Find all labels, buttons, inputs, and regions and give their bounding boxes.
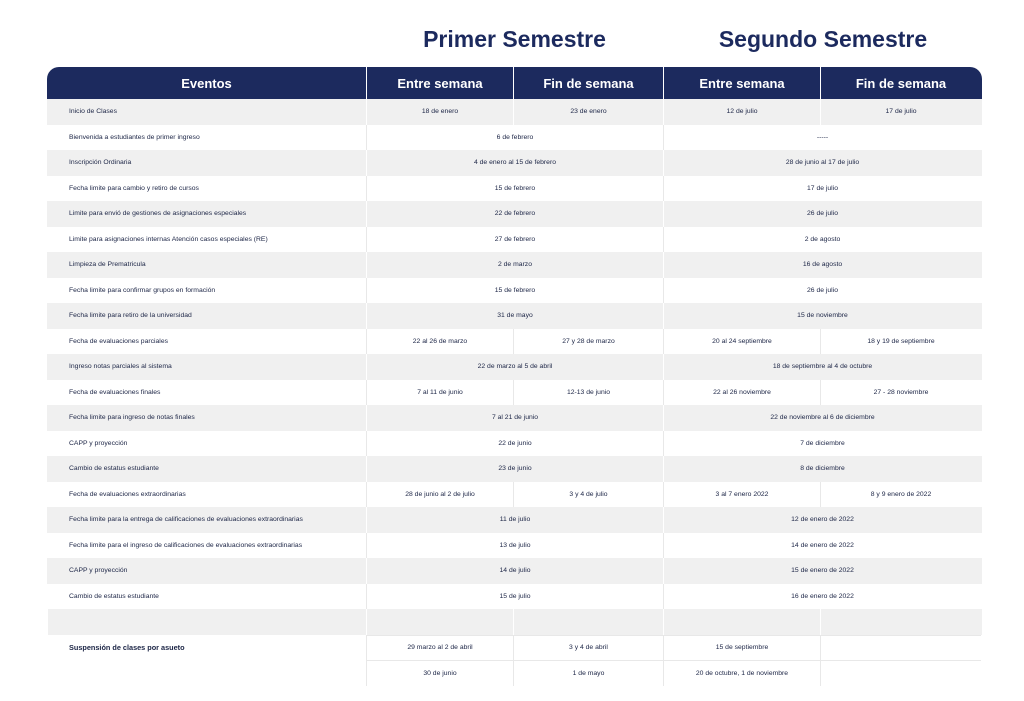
first-semester-date: 31 de mayo [366,303,663,329]
first-semester-date: 11 de julio [366,507,663,533]
suspension-row [47,635,982,661]
event-name: Limite para asignaciones internas Atención casos especiales (RE) [69,235,268,243]
suspension-label-empty [47,660,366,686]
second-semester-weekday: 12 de julio [663,99,820,125]
header-events: Eventos [181,75,232,91]
second-semester-date: 18 de septiembre al 4 de octubre [663,354,981,380]
second-semester-date: 15 de noviembre [663,303,981,329]
table-row [47,227,982,253]
event-name: Cambio de estatus estudiante [69,592,159,600]
first-semester-date: 6 de febrero [366,125,663,151]
table-row [47,201,982,227]
suspension-cell: 3 y 4 de abril [513,635,663,661]
second-semester-date: 8 de diciembre [663,456,981,482]
first-semester-date: 15 de febrero [366,176,663,202]
second-semester-weekend: 17 de julio [820,99,981,125]
event-name: Fecha limite para el ingreso de calificaciones de evaluaciones extraordinarias [69,541,303,549]
second-semester-date: 15 de enero de 2022 [663,558,981,584]
first-semester-date: 4 de enero al 15 de febrero [366,150,663,176]
table-row [47,584,982,610]
event-name: Fecha limite para confirmar grupos en formación [69,286,216,294]
blank-cell [366,609,513,635]
second-semester-date: 14 de enero de 2022 [663,533,981,559]
table-row [47,303,982,329]
first-semester-weekday: 28 de junio al 2 de julio [366,482,513,508]
suspension-cell [820,635,981,661]
event-name: Fecha limite para ingreso de notas finales [69,414,195,422]
second-semester-date: 28 de junio al 17 de julio [663,150,981,176]
second-semester-date: 16 de agosto [663,252,981,278]
suspension-label: Suspensión de clases por asueto [69,642,185,652]
first-semester-date: 15 de julio [366,584,663,610]
table-row [47,176,982,202]
second-semester-date: 22 de noviembre al 6 de diciembre [663,405,981,431]
table-row [47,507,982,533]
second-semester-date: ----- [663,125,981,151]
second-semester-weekend: 8 y 9 enero de 2022 [820,482,981,508]
header-weekend-s2: Fin de semana [820,67,981,99]
table-body [47,99,982,609]
table-row [47,329,982,355]
table-row [47,558,982,584]
table-row [47,150,982,176]
first-semester-title: Primer Semestre [423,26,606,52]
first-semester-weekday: 7 al 11 de junio [366,380,513,406]
table-row [47,99,982,125]
second-semester-weekday: 22 al 26 noviembre [663,380,820,406]
table-row [47,405,982,431]
first-semester-weekend: 23 de enero [513,99,663,125]
first-semester-date: 22 de febrero [366,201,663,227]
first-semester-date: 22 de junio [366,431,663,457]
table-row [47,252,982,278]
event-name: Fecha de evaluaciones finales [69,388,161,396]
second-semester-date: 2 de agosto [663,227,981,253]
event-name: Limite para envió de gestiones de asignaciones especiales [69,210,247,218]
suspension-cell: 1 de mayo [513,660,663,686]
suspension-cell: 29 marzo al 2 de abril [366,635,513,661]
first-semester-date: 27 de febrero [366,227,663,253]
second-semester-date: 12 de enero de 2022 [663,507,981,533]
first-semester-date: 15 de febrero [366,278,663,304]
event-name: Limpieza de Prematricula [69,261,146,269]
table-row [47,354,982,380]
first-semester-weekday: 22 al 26 de marzo [366,329,513,355]
table-row [47,278,982,304]
header-weekday-s1: Entre semana [366,67,513,99]
second-semester-date: 17 de julio [663,176,981,202]
table-row [47,125,982,151]
suspension-cell [820,660,981,686]
second-semester-weekday: 3 al 7 enero 2022 [663,482,820,508]
table-row [47,431,982,457]
event-name: Inicio de Clases [69,108,117,116]
second-semester-date: 26 de julio [663,278,981,304]
suspension-cell: 30 de junio [366,660,513,686]
first-semester-date: 13 de julio [366,533,663,559]
blank-cell [47,609,366,635]
event-name: CAPP y proyección [69,567,128,575]
second-semester-date: 26 de julio [663,201,981,227]
event-name: Bienvenida a estudiantes de primer ingreso [69,133,200,141]
event-name: Fecha de evaluaciones extraordinarias [69,490,186,498]
suspension-row [47,660,982,686]
first-semester-weekend: 12-13 de junio [513,380,663,406]
header-weekend-s1: Fin de semana [513,67,663,99]
first-semester-weekday: 18 de enero [366,99,513,125]
suspension-cell: 20 de octubre, 1 de noviembre [663,660,820,686]
event-name: Fecha limite para retiro de la universidad [69,312,192,320]
academic-calendar-table [47,67,982,686]
blank-cell [820,609,981,635]
first-semester-date: 22 de marzo al 5 de abril [366,354,663,380]
blank-cell [513,609,663,635]
first-semester-date: 2 de marzo [366,252,663,278]
event-name: CAPP y proyección [69,439,128,447]
second-semester-date: 16 de enero de 2022 [663,584,981,610]
event-name: Ingreso notas parciales al sistema [69,363,172,371]
event-name: Fecha de evaluaciones parciales [69,337,168,345]
second-semester-weekday: 20 al 24 septiembre [663,329,820,355]
event-name: Inscripción Ordinaria [69,159,132,167]
event-name: Fecha limite para cambio y retiro de cursos [69,184,199,192]
table-row [47,533,982,559]
second-semester-title: Segundo Semestre [718,26,928,52]
second-semester-date: 7 de diciembre [663,431,981,457]
blank-row [47,609,982,635]
first-semester-date: 7 al 21 de junio [366,405,663,431]
table-row [47,456,982,482]
second-semester-weekend: 18 y 19 de septiembre [820,329,981,355]
event-name: Cambio de estatus estudiante [69,465,159,473]
table-row [47,380,982,406]
event-name: Fecha limite para la entrega de calificaciones de evaluaciones extraordinarias [69,516,303,524]
blank-cell [663,609,820,635]
first-semester-date: 23 de junio [366,456,663,482]
header-weekday-s2: Entre semana [663,67,820,99]
table-header [47,67,982,99]
second-semester-weekend: 27 - 28 noviembre [820,380,981,406]
suspension-cell: 15 de septiembre [663,635,820,661]
first-semester-date: 14 de julio [366,558,663,584]
first-semester-weekend: 3 y 4 de julio [513,482,663,508]
table-row [47,482,982,508]
first-semester-weekend: 27 y 28 de marzo [513,329,663,355]
